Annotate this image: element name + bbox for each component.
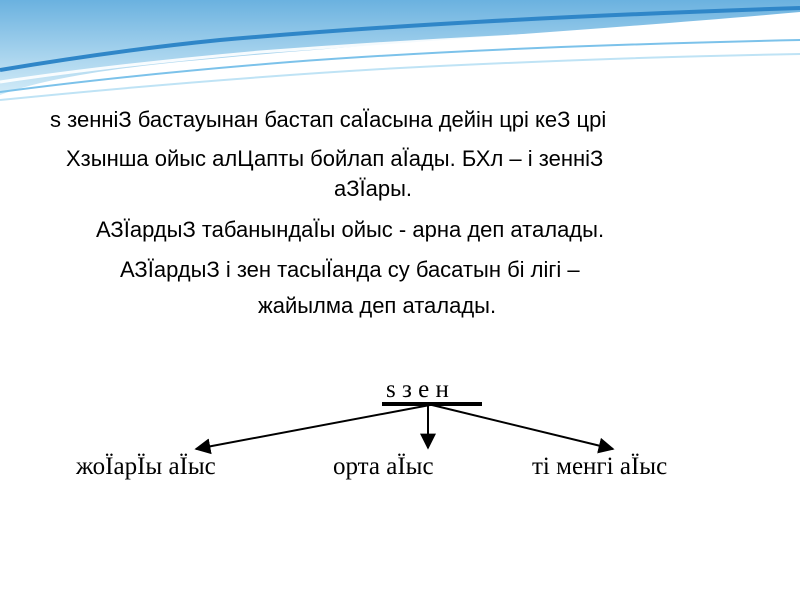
diagram-branch-left: жоЇарЇы аЇыс	[76, 453, 216, 480]
diagram-branch-right: ті менгі аЇыс	[532, 453, 668, 480]
paragraph-line-4: АЗЇардыЗ табанындаЇы ойыс - арна деп аталады.	[96, 217, 605, 242]
diagram-branch-middle: орта аЇыс	[333, 453, 434, 480]
paragraph-line-5: АЗЇардыЗ і зен тасыЇанда су басатын бі лігі –	[120, 257, 580, 282]
paragraph-line-1: s зенніЗ бастауынан бастап саЇасына дейін црі кеЗ црі	[50, 107, 607, 132]
diagram-root-label: s з е н	[386, 376, 449, 403]
paragraph-line-6: жайылма деп аталады.	[258, 293, 497, 318]
arrow-right	[432, 405, 613, 449]
paragraph-line-3: аЗЇары.	[334, 176, 413, 201]
arrow-left	[196, 405, 430, 449]
paragraph-line-2: Хзынша ойыс алЦапты бойлап аЇады. БХл – і зенніЗ	[66, 146, 604, 171]
